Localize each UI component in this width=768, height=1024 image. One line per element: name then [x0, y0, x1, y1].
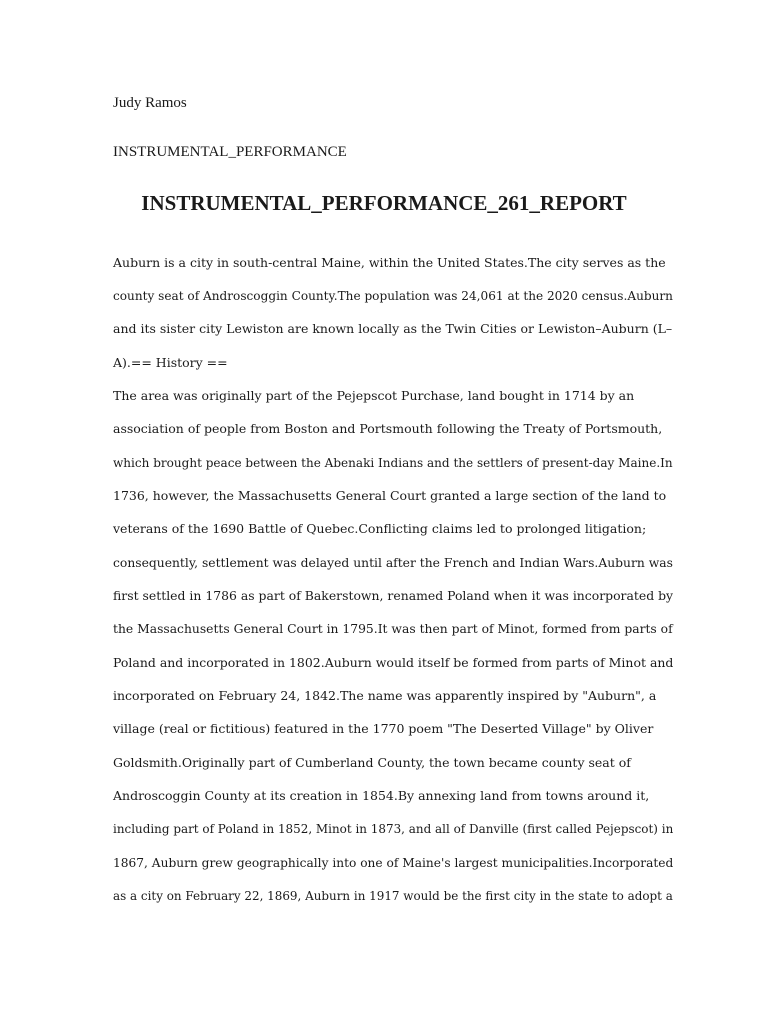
- body-line: including part of Poland in 1852, Minot in 1873, and all of Danville (first called Pejepscot) in: [113, 821, 674, 836]
- body-line: Auburn is a city in south-central Maine, within the United States.The city serves as the: [113, 255, 666, 270]
- body-line: Goldsmith.Originally part of Cumberland County, the town became county seat of: [113, 755, 631, 770]
- body-line: veterans of the 1690 Battle of Quebec.Conflicting claims led to prolonged litigation;: [113, 521, 647, 536]
- body-line: incorporated on February 24, 1842.The name was apparently inspired by "Auburn", a: [113, 688, 657, 703]
- body-line: 1736, however, the Massachusetts General Court granted a large section of the land to: [113, 488, 667, 503]
- course-name: INSTRUMENTAL_PERFORMANCE: [113, 144, 347, 160]
- body-line: 1867, Auburn grew geographically into one of Maine's largest municipalities.Incorporated: [113, 855, 674, 870]
- body-line: which brought peace between the Abenaki Indians and the settlers of present-day Maine.In: [113, 455, 673, 470]
- body-line: as a city on February 22, 1869, Auburn in 1917 would be the first city in the state to adopt a: [113, 888, 673, 903]
- body-line: association of people from Boston and Portsmouth following the Treaty of Portsmouth,: [113, 421, 663, 436]
- body-line: village (real or fictitious) featured in the 1770 poem "The Deserted Village" by Oliver: [113, 721, 654, 736]
- body-line: first settled in 1786 as part of Bakerstown, renamed Poland when it was incorporated by: [113, 588, 674, 603]
- body-line: consequently, settlement was delayed until after the French and Indian Wars.Auburn was: [113, 555, 673, 570]
- body-line: Poland and incorporated in 1802.Auburn would itself be formed from parts of Minot and: [113, 655, 674, 670]
- body-line: and its sister city Lewiston are known locally as the Twin Cities or Lewiston–Auburn (L–: [113, 321, 673, 336]
- body-line: the Massachusetts General Court in 1795.It was then part of Minot, formed from parts of: [113, 621, 673, 636]
- body-line: county seat of Androscoggin County.The population was 24,061 at the 2020 census.Auburn: [113, 288, 673, 303]
- author-name: Judy Ramos: [113, 95, 187, 111]
- body-line: The area was originally part of the Pejepscot Purchase, land bought in 1714 by an: [113, 388, 635, 403]
- body-line: Androscoggin County at its creation in 1854.By annexing land from towns around it,: [113, 788, 650, 803]
- document-title: INSTRUMENTAL_PERFORMANCE_261_REPORT: [141, 191, 627, 215]
- body-line: A).== History ==: [113, 355, 228, 370]
